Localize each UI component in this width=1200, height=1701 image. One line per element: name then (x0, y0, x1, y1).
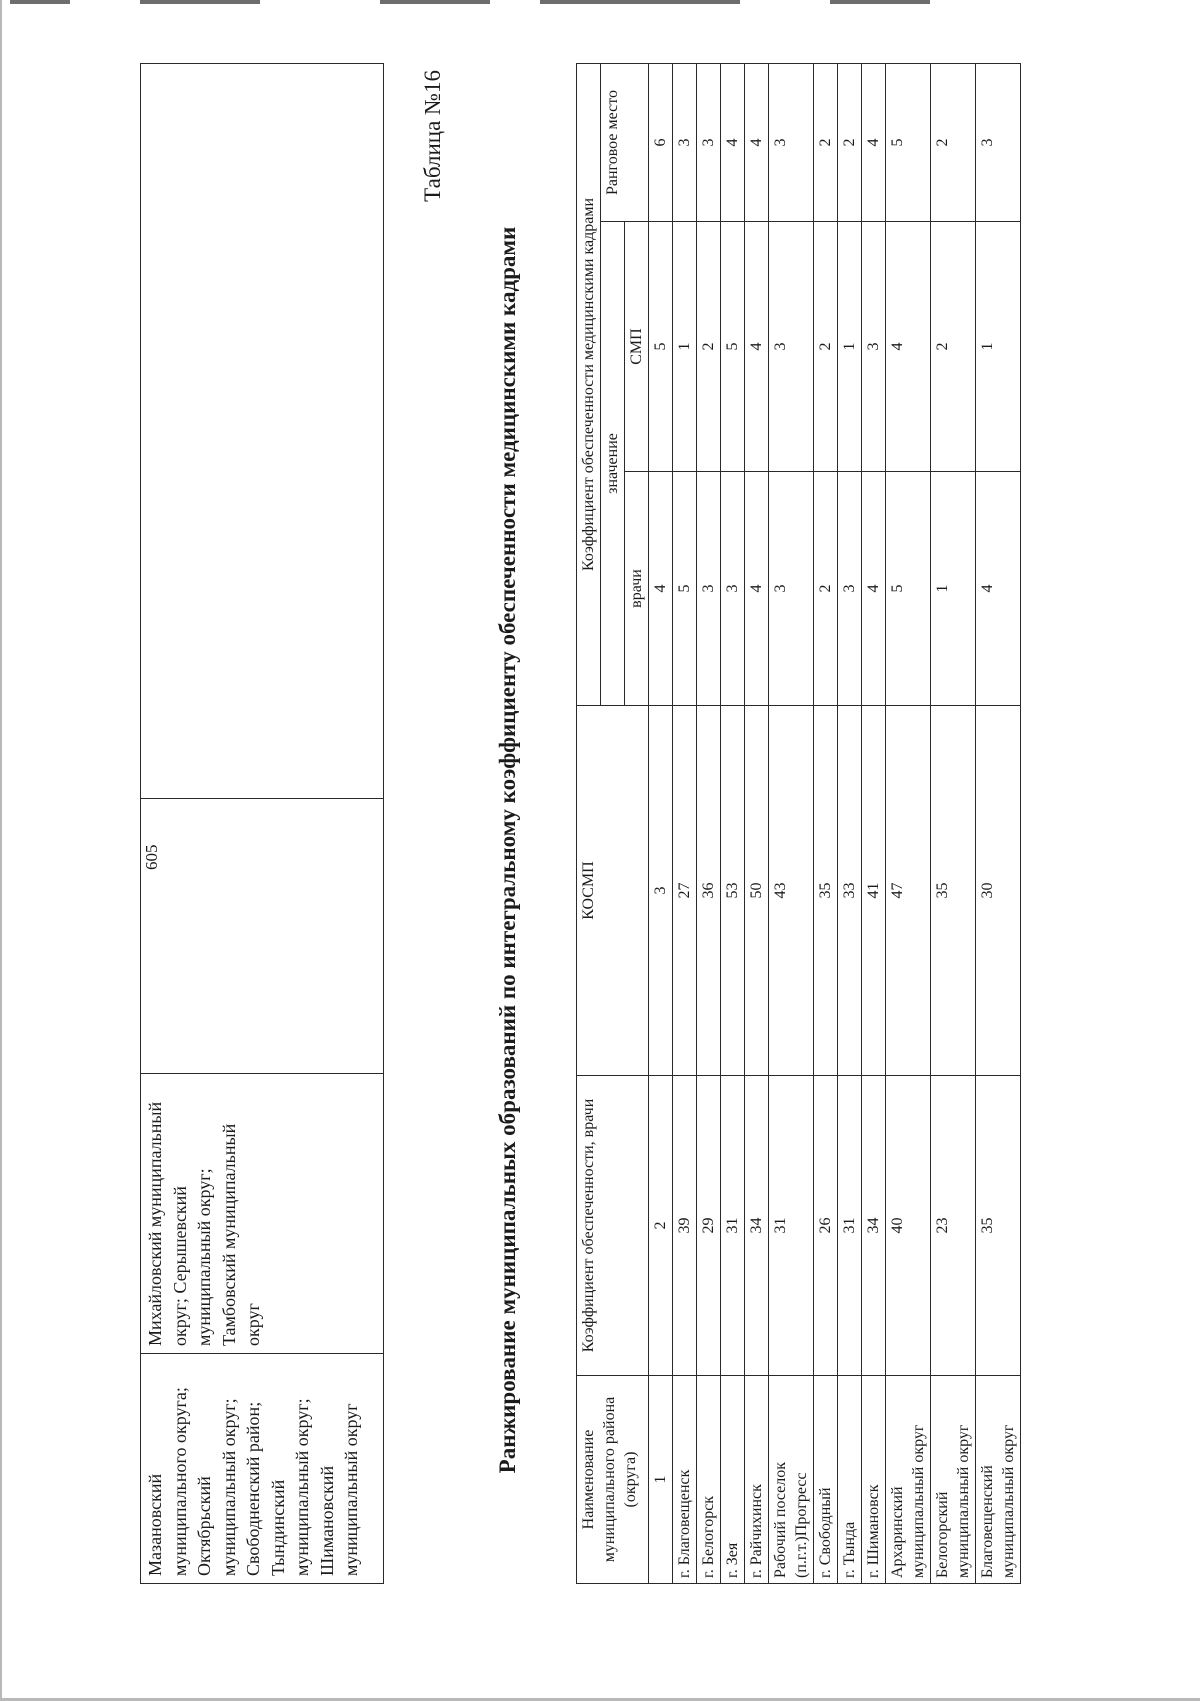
cell-name: Благовещенский муниципальный округ (976, 1376, 1021, 1584)
table-cell (141, 64, 384, 799)
cell-smp: 1 (673, 222, 697, 472)
cell-doctors: 5 (886, 472, 931, 706)
header-smp: СМП (625, 222, 649, 472)
cell-rank: 5 (886, 64, 931, 222)
cell-rank: 2 (814, 64, 838, 222)
table-row (838, 64, 862, 1584)
cell-rank: 4 (745, 64, 769, 222)
table-row (721, 64, 745, 1584)
header-group: Коэффициент обеспеченности медицинскими кадрами (577, 64, 601, 706)
cell-smp: 1 (976, 222, 1021, 472)
column-number: 4 (649, 472, 673, 706)
cell-doctors: 4 (862, 472, 886, 706)
table-row (886, 64, 931, 1584)
table-row (673, 64, 697, 1584)
cell-rank: 3 (697, 64, 721, 222)
cell-smp: 1 (838, 222, 862, 472)
cell-kosmp: 50 (745, 706, 769, 1076)
header-rank: Ранговое место (601, 64, 649, 222)
cell-rank: 4 (862, 64, 886, 222)
page-number: 605 (142, 844, 161, 870)
cell-coef: 39 (673, 1076, 697, 1376)
table-row (814, 64, 838, 1584)
cell-kosmp: 43 (769, 706, 814, 1076)
cell-kosmp: 35 (931, 706, 976, 1076)
column-number: 5 (649, 222, 673, 472)
cell-name: Рабочий поселок (п.г.т.)Прогресс (769, 1376, 814, 1584)
header-value: значение (601, 222, 625, 706)
cell-rank: 3 (769, 64, 814, 222)
header-coef-doctors: Коэффициент обеспеченности, врачи (577, 1076, 649, 1376)
scan-edge-mark (380, 0, 490, 4)
header-doctors: врачи (625, 472, 649, 706)
cell-rank: 3 (976, 64, 1021, 222)
cell-kosmp: 33 (838, 706, 862, 1076)
column-number: 2 (649, 1076, 673, 1376)
cell-coef: 35 (976, 1076, 1021, 1376)
scan-edge-mark (830, 0, 930, 4)
ranking-table (576, 63, 1021, 1584)
cell-smp: 2 (697, 222, 721, 472)
table-row (976, 64, 1021, 1584)
cell-coef: 26 (814, 1076, 838, 1376)
cell-kosmp: 30 (976, 706, 1021, 1076)
cell-rank: 2 (931, 64, 976, 222)
cell-rank: 3 (673, 64, 697, 222)
cell-smp: 3 (862, 222, 886, 472)
rotated-document-page (84, 38, 1132, 1650)
table-row (862, 64, 886, 1584)
table-title: Ранжирование муниципальных образований по интегральному коэффициенту обеспеченности медицинскими кадрами (495, 226, 520, 1474)
cell-doctors: 2 (814, 472, 838, 706)
column-number: 6 (649, 64, 673, 222)
cell-kosmp: 36 (697, 706, 721, 1076)
header-name: Наименование муниципального района (округа) (577, 1376, 649, 1584)
cell-doctors: 3 (769, 472, 814, 706)
column-number: 3 (649, 706, 673, 1076)
header-kosmp: КОСМП (577, 706, 649, 1076)
cell-smp: 5 (721, 222, 745, 472)
continued-table (140, 63, 384, 1584)
cell-coef: 40 (886, 1076, 931, 1376)
table-caption: Таблица №16 (420, 70, 445, 202)
cell-name: Архаринский муниципальный округ (886, 1376, 931, 1584)
cell-coef: 31 (721, 1076, 745, 1376)
cell-kosmp: 41 (862, 706, 886, 1076)
table-row (931, 64, 976, 1584)
cell-name: г. Благовещенск (673, 1376, 697, 1584)
cell-smp: 2 (814, 222, 838, 472)
cell-name: г. Шимановск (862, 1376, 886, 1584)
cell-kosmp: 27 (673, 706, 697, 1076)
cell-coef: 23 (931, 1076, 976, 1376)
table-cell (141, 799, 384, 1074)
cell-doctors: 3 (721, 472, 745, 706)
cell-coef: 31 (769, 1076, 814, 1376)
table-row (745, 64, 769, 1584)
cell-doctors: 4 (745, 472, 769, 706)
column-numbers-row (649, 64, 673, 1584)
table-body (673, 64, 1021, 1584)
cell-smp: 4 (745, 222, 769, 472)
table-cell: Мазановский муниципального округа; Октябрьский муниципальный округ; Свободненский район; Тындинский муниципальный округ; Шимановский муниципальный округ (141, 1354, 384, 1584)
table-row (141, 64, 384, 1584)
table-row (769, 64, 814, 1584)
scan-edge-mark (10, 0, 70, 4)
cell-coef: 29 (697, 1076, 721, 1376)
header-row (577, 64, 601, 1584)
cell-doctors: 1 (931, 472, 976, 706)
column-number: 1 (649, 1376, 673, 1584)
cell-name: г. Райчихинск (745, 1376, 769, 1584)
cell-kosmp: 35 (814, 706, 838, 1076)
cell-name: г. Белогорск (697, 1376, 721, 1584)
table-cell: Михайловский муниципальный округ; Серышевский муниципальный округ; Тамбовский муниципальный округ (141, 1074, 384, 1354)
cell-name: Белогорский муниципальный округ (931, 1376, 976, 1584)
cell-kosmp: 53 (721, 706, 745, 1076)
cell-name: г. Тында (838, 1376, 862, 1584)
cell-smp: 4 (886, 222, 931, 472)
cell-coef: 34 (745, 1076, 769, 1376)
cell-rank: 4 (721, 64, 745, 222)
scan-edge-mark (540, 0, 740, 4)
cell-rank: 2 (838, 64, 862, 222)
cell-kosmp: 47 (886, 706, 931, 1076)
cell-doctors: 3 (838, 472, 862, 706)
scan-left-border (0, 0, 2, 1701)
table-row (697, 64, 721, 1584)
cell-doctors: 5 (673, 472, 697, 706)
cell-doctors: 4 (976, 472, 1021, 706)
cell-name: г. Свободный (814, 1376, 838, 1584)
scan-edge-mark (140, 0, 260, 4)
cell-doctors: 3 (697, 472, 721, 706)
cell-coef: 31 (838, 1076, 862, 1376)
cell-smp: 2 (931, 222, 976, 472)
cell-coef: 34 (862, 1076, 886, 1376)
cell-name: г. Зея (721, 1376, 745, 1584)
cell-smp: 3 (769, 222, 814, 472)
